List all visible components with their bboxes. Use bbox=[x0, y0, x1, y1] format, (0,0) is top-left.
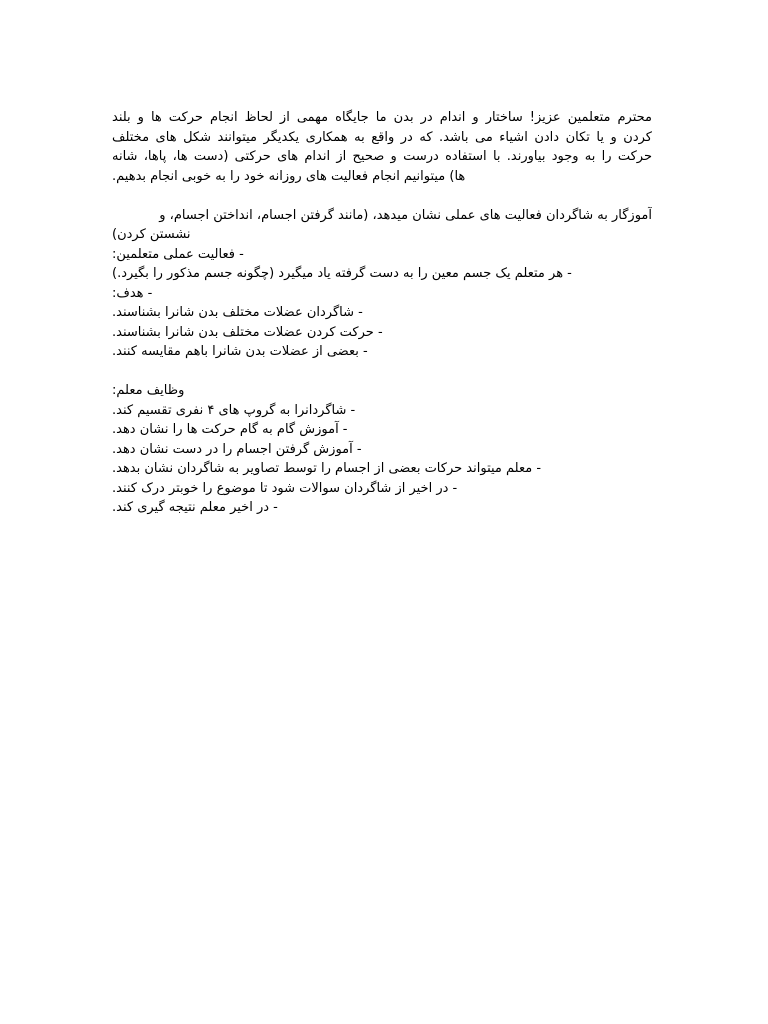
goal-item: - حرکت کردن عضلات مختلف بدن شانرا بشناسند. bbox=[112, 324, 383, 340]
goal-heading: - هدف: bbox=[112, 285, 153, 301]
teacher-demo-paragraph bbox=[112, 206, 652, 245]
duty-item: - آموزش گام به گام حرکت ها را نشان دهد. bbox=[112, 422, 348, 437]
document-body bbox=[112, 108, 652, 518]
duty-item: - در اخیر از شاگردان سوالات شود تا موضوع را خوبتر درک کنند. bbox=[112, 480, 458, 496]
intro-line-3: حرکت را به وجود بیاورند. با استفاده درست و صحیح از اندام های حرکتی (دست ها، پاها، شانه bbox=[112, 149, 652, 164]
paragraph-gap bbox=[112, 362, 652, 382]
intro-paragraph bbox=[112, 108, 652, 186]
activity-item: - هر متعلم یک جسم معین را به دست گرفته یاد میگیرد (چگونه جسم مذکور را بگیرد.) bbox=[112, 266, 572, 281]
demo-line-2-text: نشستن کردن) bbox=[112, 227, 191, 242]
goal-item: - شاگردان عضلات مختلف بدن شانرا بشناسند. bbox=[112, 305, 363, 320]
duty-item: - شاگردانرا به گروپ های ۴ نفری تقسیم کند. bbox=[112, 402, 356, 418]
duty-item: - معلم میتواند حرکات بعضی از اجسام را توسط تصاویر به شاگردان نشان بدهد. bbox=[112, 461, 542, 476]
intro-line-4: ها) میتوانیم انجام فعالیت های روزانه خود را به خوبی انجام بدهیم. bbox=[112, 168, 466, 184]
duty-item: - آموزش گرفتن اجسام را در دست نشان دهد. bbox=[112, 441, 362, 457]
intro-line-1: محترم متعلمین عزیز! ساختار و اندام در بدن ما جایگاه مهمی از لحاظ انجام حرکت ها و بلند bbox=[112, 110, 652, 125]
paragraph-gap bbox=[112, 186, 652, 206]
intro-line-2: کردن و یا تکان دادن اشیاء می باشد. که در واقع به همکاری یکدیگر میتوانند شکل های مختلف bbox=[112, 129, 652, 145]
activity-heading: - فعالیت عملی متعلمین: bbox=[112, 246, 244, 262]
duty-item: - در اخیر معلم نتیجه گیری کند. bbox=[112, 500, 278, 515]
demo-line-2 bbox=[112, 225, 652, 245]
duties-heading: وظایف معلم: bbox=[112, 383, 185, 398]
demo-line-1: آموزگار به شاگردان فعالیت های عملی نشان میدهد، (مانند گرفتن اجسام، انداختن اجسام، و bbox=[159, 207, 652, 223]
goal-item: - بعضی از عضلات بدن شانرا باهم مقایسه کنند. bbox=[112, 344, 368, 359]
